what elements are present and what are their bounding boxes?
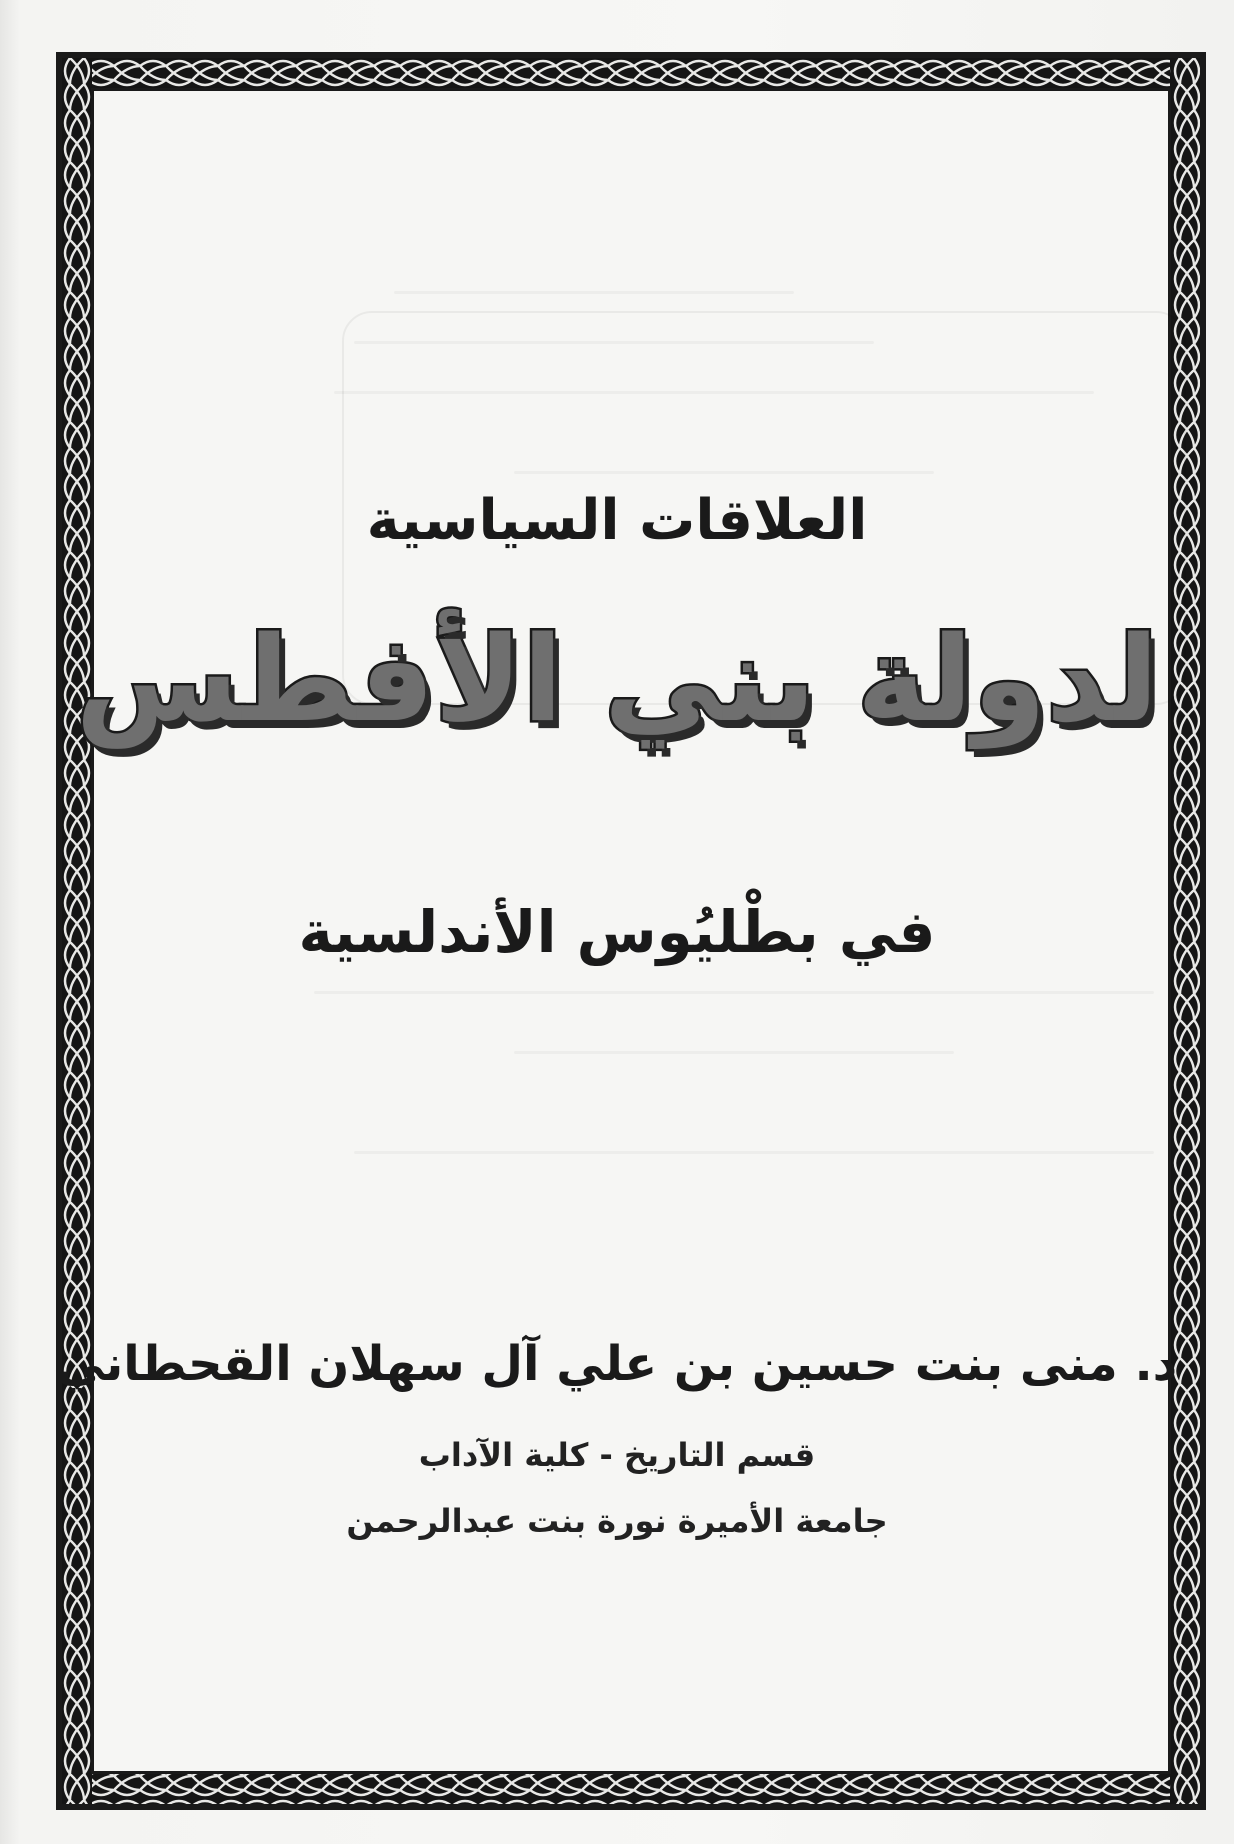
title-line-3: في بطْليُوس الأندلسية bbox=[298, 898, 936, 966]
title-line-1: العلاقات السياسية bbox=[366, 488, 868, 553]
bleed-line bbox=[394, 291, 794, 294]
title-line-2: لدولة بني الأفطس bbox=[75, 610, 1159, 748]
bleed-line bbox=[514, 1051, 954, 1054]
author-name: د. منى بنت حسين بن علي آل سهلان القحطاني bbox=[56, 1336, 1178, 1392]
bleed-line bbox=[314, 991, 1154, 994]
university-affiliation: جامعة الأميرة نورة بنت عبدالرحمن bbox=[346, 1502, 888, 1540]
department-affiliation: قسم التاريخ - كلية الآداب bbox=[418, 1436, 816, 1474]
bleed-line bbox=[354, 1151, 1154, 1154]
bleed-line bbox=[514, 471, 934, 474]
bleed-line bbox=[334, 391, 1094, 394]
bleed-line bbox=[354, 341, 874, 344]
